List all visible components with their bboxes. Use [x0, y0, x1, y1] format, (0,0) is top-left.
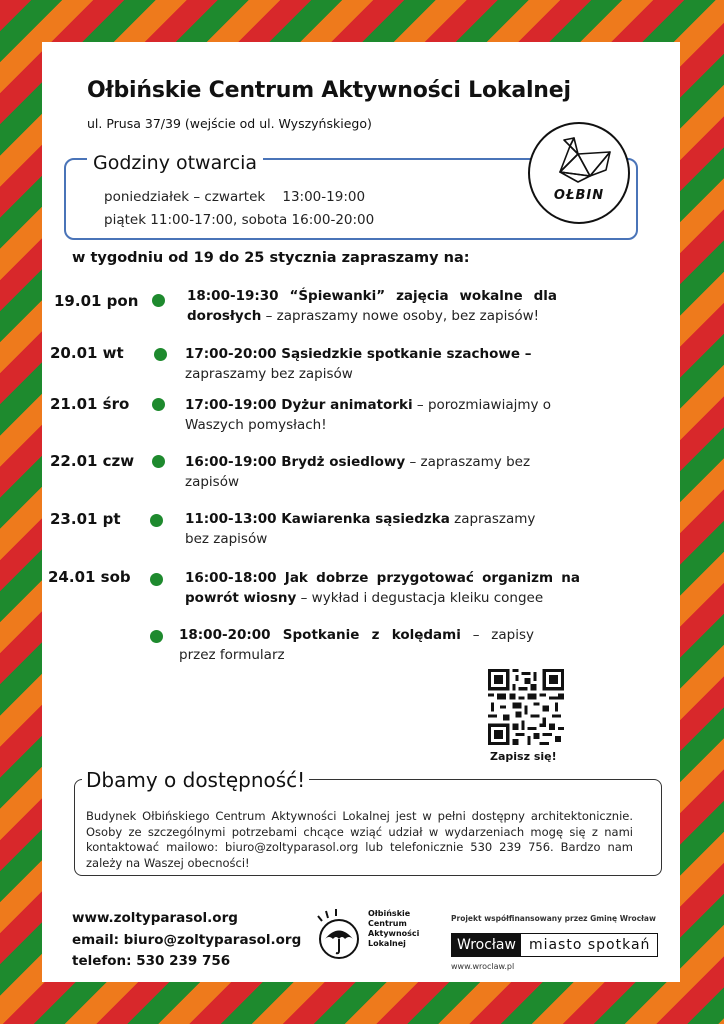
- event-date: 24.01 sob: [48, 568, 131, 586]
- qr-label: Zapisz się!: [490, 750, 557, 763]
- wroclaw-slogan: miasto spotkań: [528, 937, 651, 953]
- qr-code[interactable]: [488, 669, 564, 745]
- poster-card: [42, 42, 680, 982]
- event-bullet: [150, 630, 163, 643]
- event-title: 16:00-18:00 Jak dobrze przygotować organizm na powrót wiosny: [185, 570, 580, 606]
- event-title: 18:00-20:00 Spotkanie z kolędami: [179, 627, 461, 643]
- event-bullet: [154, 348, 167, 361]
- event-desc: – wykład i degustacja kleiku congee: [296, 590, 544, 606]
- parasol-logo-icon: [312, 908, 366, 962]
- wroclaw-brand: Wrocław: [452, 934, 521, 956]
- origami-swan-icon: [530, 124, 628, 222]
- partner-logo-line: Centrum: [368, 919, 407, 928]
- accessibility-text: Budynek Ołbińskiego Centrum Aktywności Lokalnej jest w pełni dostępny architektonicznie. Osoby ze szczególnymi potrzebami chcące wziąć udział w wydarzeniach mogę się z nami kontaktować mailowo: biuro@zoltyparasol.org lub telefonicznie 530 239 756. Bardzo nam zależy na Waszej obecności!: [86, 809, 633, 870]
- event-bullet: [150, 514, 163, 527]
- page-title: Ołbińskie Centrum Aktywności Lokalnej: [87, 78, 571, 103]
- event-item: [185, 395, 565, 435]
- event-bullet: [152, 398, 165, 411]
- event-desc: – zapraszamy nowe osoby, bez zapisów!: [261, 308, 540, 324]
- event-bullet: [150, 573, 163, 586]
- phone-number: telefon: 530 239 756: [72, 953, 231, 969]
- event-title: 17:00-20:00 Sąsiedzkie spotkanie szachowe –: [185, 346, 532, 362]
- olbin-logo-text: OŁBIN: [553, 188, 605, 203]
- event-desc: – porozmiawiajmy o Waszych pomysłach!: [185, 397, 552, 433]
- event-bullet: [152, 294, 165, 307]
- event-bullet: [152, 455, 165, 468]
- email-link[interactable]: email: biuro@zoltyparasol.org: [72, 932, 302, 948]
- website-link[interactable]: www.zoltyparasol.org: [72, 910, 238, 926]
- week-intro: w tygodniu od 19 do 25 stycznia zapraszamy na:: [72, 250, 470, 266]
- partner-logo-line: Aktywności: [368, 929, 420, 938]
- event-desc: zapraszamy bez zapisów: [185, 511, 536, 547]
- event-item: [185, 452, 565, 492]
- event-title: 11:00-13:00 Kawiarenka sąsiedzka: [185, 511, 450, 527]
- event-title: 16:00-19:00 Brydż osiedlowy: [185, 454, 406, 470]
- olbin-logo: [528, 122, 630, 224]
- event-date: 21.01 śro: [50, 395, 130, 413]
- opening-hours-line-1: poniedziałek – czwartek 13:00-19:00: [104, 189, 366, 205]
- partner-logo-text: [368, 909, 419, 949]
- event-item: [185, 344, 555, 384]
- event-desc: – zapisy przez formularz: [179, 627, 534, 663]
- event-item: [185, 568, 580, 608]
- address: ul. Prusa 37/39 (wejście od ul. Wyszyńskiego): [87, 116, 372, 131]
- partner-logo-line: Lokalnej: [368, 939, 406, 948]
- event-desc: zapraszamy bez zapisów: [185, 366, 353, 382]
- opening-hours-line-2: piątek 11:00-17:00, sobota 16:00-20:00: [104, 212, 375, 228]
- event-date: 19.01 pon: [54, 292, 139, 310]
- accessibility-title: Dbamy o dostępność!: [82, 768, 309, 792]
- sponsor-label: Projekt współfinansowany przez Gminę Wrocław: [451, 914, 656, 923]
- opening-hours-title: Godziny otwarcia: [87, 152, 263, 174]
- event-date: 23.01 pt: [50, 510, 121, 528]
- partner-logo-line: Ołbińskie: [368, 909, 411, 918]
- event-item: [179, 625, 534, 665]
- wroclaw-logo: [451, 933, 658, 957]
- wroclaw-url[interactable]: www.wroclaw.pl: [451, 962, 515, 971]
- event-title: 18:00-19:30 “Śpiewanki” zajęcia wokalne dla dorosłych: [187, 288, 557, 324]
- event-item: [187, 286, 557, 326]
- event-date: 20.01 wt: [50, 344, 124, 362]
- event-item: [185, 509, 555, 549]
- event-desc: – zapraszamy bez zapisów: [185, 454, 531, 490]
- event-date: 22.01 czw: [50, 452, 135, 470]
- event-title: 17:00-19:00 Dyżur animatorki: [185, 397, 413, 413]
